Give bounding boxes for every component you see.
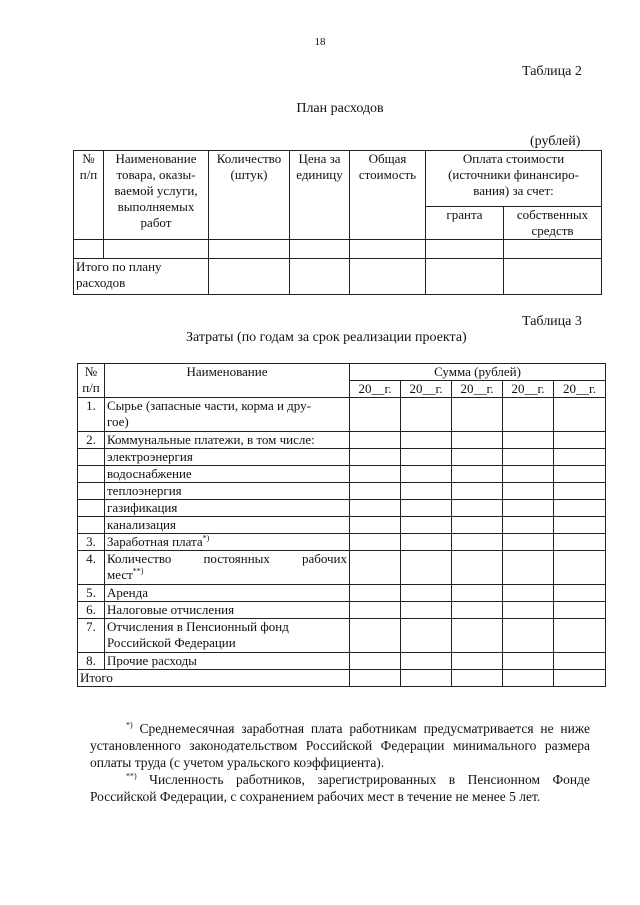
year-header: 20__г. xyxy=(503,381,554,398)
value-cell xyxy=(554,534,606,551)
table2-title: План расходов xyxy=(296,101,384,116)
year-header: 20__г. xyxy=(452,381,503,398)
plan-table xyxy=(73,150,602,295)
row-name: Прочие расходы xyxy=(105,653,350,670)
value-cell xyxy=(554,500,606,517)
footnote-mark: **) xyxy=(132,566,144,576)
value-cell xyxy=(350,517,401,534)
header-payment: Оплата стоимости (источники финансиро- вания) за счет: xyxy=(426,151,602,207)
header-own: собственных средств xyxy=(504,207,602,240)
value-cell xyxy=(452,653,503,670)
value-cell xyxy=(503,517,554,534)
value-cell xyxy=(503,483,554,500)
row-number: 6. xyxy=(78,602,105,619)
table2-total-row xyxy=(74,259,602,295)
row-name: теплоэнергия xyxy=(105,483,350,500)
row-name: Сырье (запасные части, корма и дру- гое) xyxy=(105,398,350,432)
value-cell xyxy=(554,449,606,466)
row-name: Заработная плата*) xyxy=(105,534,350,551)
value-cell xyxy=(401,517,452,534)
table-row xyxy=(78,483,606,500)
value-cell xyxy=(401,585,452,602)
value-cell xyxy=(350,653,401,670)
value-cell xyxy=(554,483,606,500)
value-cell xyxy=(401,551,452,585)
row-number: 3. xyxy=(78,534,105,551)
table-row xyxy=(74,240,602,259)
value-cell xyxy=(554,517,606,534)
year-header: 20__г. xyxy=(401,381,452,398)
value-cell xyxy=(554,619,606,653)
value-cell xyxy=(350,449,401,466)
header-name: Наименование xyxy=(105,364,350,398)
row-name: Отчисления в Пенсионный фонд Российской Федерации xyxy=(105,619,350,653)
table-row xyxy=(78,432,606,449)
value-cell xyxy=(452,449,503,466)
value-cell xyxy=(452,432,503,449)
row-number: 5. xyxy=(78,585,105,602)
footnote-mark: *) xyxy=(202,533,210,543)
value-cell xyxy=(452,500,503,517)
value-cell xyxy=(503,449,554,466)
value-cell xyxy=(554,585,606,602)
value-cell xyxy=(350,551,401,585)
value-cell xyxy=(350,466,401,483)
value-cell xyxy=(554,432,606,449)
value-cell xyxy=(554,398,606,432)
row-number: 4. xyxy=(78,551,105,585)
row-number: 1. xyxy=(78,398,105,432)
row-number: 7. xyxy=(78,619,105,653)
header-total: Общая стоимость xyxy=(350,151,426,240)
year-header: 20__г. xyxy=(554,381,606,398)
value-cell xyxy=(503,602,554,619)
table-row xyxy=(78,653,606,670)
value-cell xyxy=(350,602,401,619)
row-number: 2. xyxy=(78,432,105,449)
header-grant: гранта xyxy=(426,207,504,240)
value-cell xyxy=(401,432,452,449)
table2-unit: (рублей) xyxy=(530,134,581,149)
header-name: Наименование товара, оказы- ваемой услуги, выполняемых работ xyxy=(104,151,209,240)
header-price: Цена за единицу xyxy=(290,151,350,240)
table-row xyxy=(78,602,606,619)
row-name: Налоговые отчисления xyxy=(105,602,350,619)
table-row xyxy=(78,619,606,653)
table3-label: Таблица 3 xyxy=(522,314,582,329)
value-cell xyxy=(452,602,503,619)
value-cell xyxy=(401,466,452,483)
value-cell xyxy=(503,653,554,670)
row-number xyxy=(78,483,105,500)
value-cell xyxy=(503,585,554,602)
value-cell xyxy=(452,398,503,432)
value-cell xyxy=(503,551,554,585)
table-row xyxy=(78,551,606,585)
footnote-2: **) Численность работников, зарегистрированных в Пенсионном Фонде Российской Федерации, с сохранением рабочих мест в течение не менее 5 лет. xyxy=(90,771,590,804)
table-row xyxy=(78,398,606,432)
value-cell xyxy=(350,585,401,602)
table3-total-row xyxy=(78,670,606,687)
row-number: 8. xyxy=(78,653,105,670)
row-name: электроэнергия xyxy=(105,449,350,466)
page-number: 18 xyxy=(314,36,326,48)
value-cell xyxy=(401,449,452,466)
row-name: водоснабжение xyxy=(105,466,350,483)
total-label: Итого по плану расходов xyxy=(74,259,209,295)
value-cell xyxy=(503,619,554,653)
header-num: № п/п xyxy=(78,364,105,398)
table-row xyxy=(78,585,606,602)
value-cell xyxy=(350,534,401,551)
value-cell xyxy=(401,500,452,517)
value-cell xyxy=(452,585,503,602)
row-number xyxy=(78,466,105,483)
table-row xyxy=(78,466,606,483)
row-name: Коммунальные платежи, в том числе: xyxy=(105,432,350,449)
value-cell xyxy=(401,398,452,432)
total-label: Итого xyxy=(78,670,350,687)
value-cell xyxy=(452,551,503,585)
row-name: Аренда xyxy=(105,585,350,602)
value-cell xyxy=(401,483,452,500)
value-cell xyxy=(554,551,606,585)
value-cell xyxy=(503,398,554,432)
value-cell xyxy=(452,517,503,534)
value-cell xyxy=(452,466,503,483)
row-number xyxy=(78,517,105,534)
table2-label: Таблица 2 xyxy=(522,64,582,79)
row-name: канализация xyxy=(105,517,350,534)
table-row xyxy=(78,517,606,534)
value-cell xyxy=(452,619,503,653)
table-row xyxy=(78,449,606,466)
value-cell xyxy=(503,534,554,551)
header-num: № п/п xyxy=(74,151,104,240)
value-cell xyxy=(350,619,401,653)
row-number xyxy=(78,449,105,466)
value-cell xyxy=(350,483,401,500)
table-row xyxy=(78,534,606,551)
value-cell xyxy=(350,500,401,517)
value-cell xyxy=(401,653,452,670)
value-cell xyxy=(503,466,554,483)
value-cell xyxy=(350,432,401,449)
value-cell xyxy=(401,619,452,653)
table3-title: Затраты (по годам за срок реализации проекта) xyxy=(186,330,467,345)
footnote-1: *) Среднемесячная заработная плата работникам предусматривается не ниже установленного законодательством Российской Федерации минимального размера оплаты труда (с учетом уральского коэффициента). xyxy=(90,720,590,770)
value-cell xyxy=(401,602,452,619)
value-cell xyxy=(452,483,503,500)
header-qty: Количество (штук) xyxy=(209,151,290,240)
value-cell xyxy=(554,602,606,619)
table-row xyxy=(78,500,606,517)
value-cell xyxy=(350,398,401,432)
value-cell xyxy=(503,500,554,517)
value-cell xyxy=(554,466,606,483)
costs-table xyxy=(77,363,606,687)
row-number xyxy=(78,500,105,517)
value-cell xyxy=(401,534,452,551)
value-cell xyxy=(452,534,503,551)
row-name: газификация xyxy=(105,500,350,517)
header-sum: Сумма (рублей) xyxy=(350,364,606,381)
year-header: 20__г. xyxy=(350,381,401,398)
value-cell xyxy=(554,653,606,670)
value-cell xyxy=(503,432,554,449)
row-name: Количество постоянных рабочих мест**) xyxy=(105,551,350,585)
